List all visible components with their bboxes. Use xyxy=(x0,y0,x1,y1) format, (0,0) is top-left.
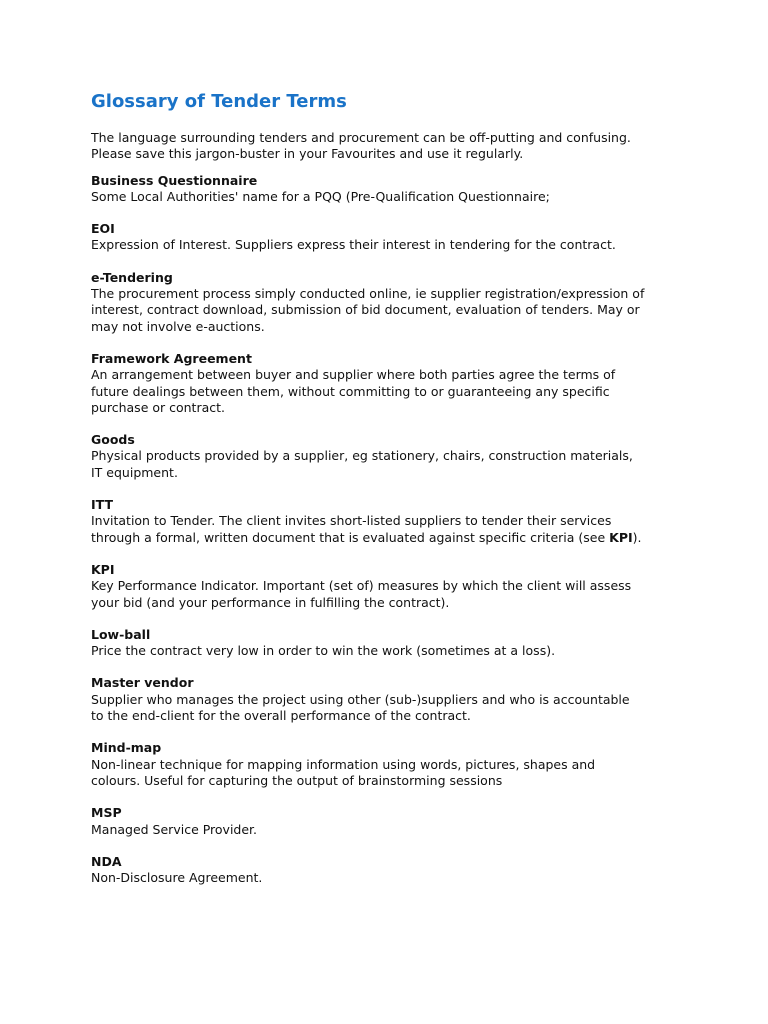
glossary-definition-text: Expression of Interest. Suppliers express their interest in tendering for the contract. xyxy=(91,237,616,253)
glossary-entry xyxy=(91,270,728,335)
glossary-definition-text: Managed Service Provider. xyxy=(91,821,258,837)
glossary-definition xyxy=(91,578,728,611)
glossary-term: ITT xyxy=(91,497,113,513)
glossary-list xyxy=(91,173,728,887)
glossary-definition xyxy=(91,448,728,481)
glossary-term: Framework Agreement xyxy=(91,350,252,366)
glossary-definition-text: Price the contract very low in order to win the work (sometimes at a loss). xyxy=(91,643,556,659)
glossary-definition-text: Invitation to Tender. The client invites short-listed suppliers to tender their services through a formal, written document that is evaluated against specific criteria (see xyxy=(91,513,612,545)
glossary-term: Goods xyxy=(91,432,135,448)
glossary-entry xyxy=(91,740,728,789)
glossary-definition-text: Key Performance Indicator. Important (set of) measures by which the client will assess your bid (and your performance in fulfilling the contract). xyxy=(91,578,632,610)
glossary-crossref-link: KPI xyxy=(609,529,633,545)
glossary-term: KPI xyxy=(91,561,115,577)
glossary-term: MSP xyxy=(91,805,122,821)
glossary-term: e-Tendering xyxy=(91,269,173,285)
glossary-definition-text: Non-Disclosure Agreement. xyxy=(91,870,263,886)
glossary-definition xyxy=(91,692,728,725)
glossary-definition xyxy=(91,286,728,335)
glossary-definition xyxy=(91,757,728,790)
page-title: Glossary of Tender Terms xyxy=(91,91,347,112)
glossary-entry xyxy=(91,627,728,660)
glossary-entry xyxy=(91,805,728,838)
glossary-entry xyxy=(91,854,728,887)
intro-paragraph: The language surrounding tenders and procurement can be off-putting and confusing. Please save this jargon-buster in your Favourites and use it regularly. xyxy=(91,130,631,162)
glossary-term: Business Questionnaire xyxy=(91,172,258,188)
glossary-entry xyxy=(91,432,728,481)
glossary-definition xyxy=(91,513,728,546)
glossary-term: EOI xyxy=(91,221,115,237)
glossary-entry xyxy=(91,497,728,546)
glossary-definition xyxy=(91,237,728,253)
glossary-entry xyxy=(91,562,728,611)
glossary-entry xyxy=(91,173,728,206)
glossary-definition xyxy=(91,643,728,659)
glossary-definition-text: Non-linear technique for mapping information using words, pictures, shapes and colours. Useful for capturing the output of brainstorming sessions xyxy=(91,756,596,788)
glossary-definition-text: An arrangement between buyer and supplier where both parties agree the terms of future dealings between them, without committing to or guaranteeing any specific purchase or contract. xyxy=(91,367,616,415)
glossary-definition-text: Physical products provided by a supplier, eg stationery, chairs, construction materials, IT equipment. xyxy=(91,448,633,480)
glossary-definition xyxy=(91,189,728,205)
glossary-term: NDA xyxy=(91,853,122,869)
glossary-entry xyxy=(91,675,728,724)
glossary-entry xyxy=(91,221,728,254)
glossary-term: Master vendor xyxy=(91,675,194,691)
glossary-definition-tail: ). xyxy=(632,529,642,545)
glossary-term: Mind-map xyxy=(91,740,162,756)
glossary-definition-text: The procurement process simply conducted online, ie supplier registration/expression of interest, contract download, submission of bid document, evaluation of tenders. May or may not involve e-auctions. xyxy=(91,286,645,334)
glossary-definition xyxy=(91,870,728,886)
glossary-definition-text: Supplier who manages the project using other (sub-)suppliers and who is accountable to the end-client for the overall performance of the contract. xyxy=(91,691,630,724)
glossary-definition xyxy=(91,822,728,838)
glossary-definition-text: Some Local Authorities' name for a PQQ (Pre-Qualification Questionnaire; xyxy=(91,188,550,204)
glossary-entry xyxy=(91,351,728,416)
glossary-term: Low-ball xyxy=(91,626,151,642)
glossary-definition xyxy=(91,367,728,416)
